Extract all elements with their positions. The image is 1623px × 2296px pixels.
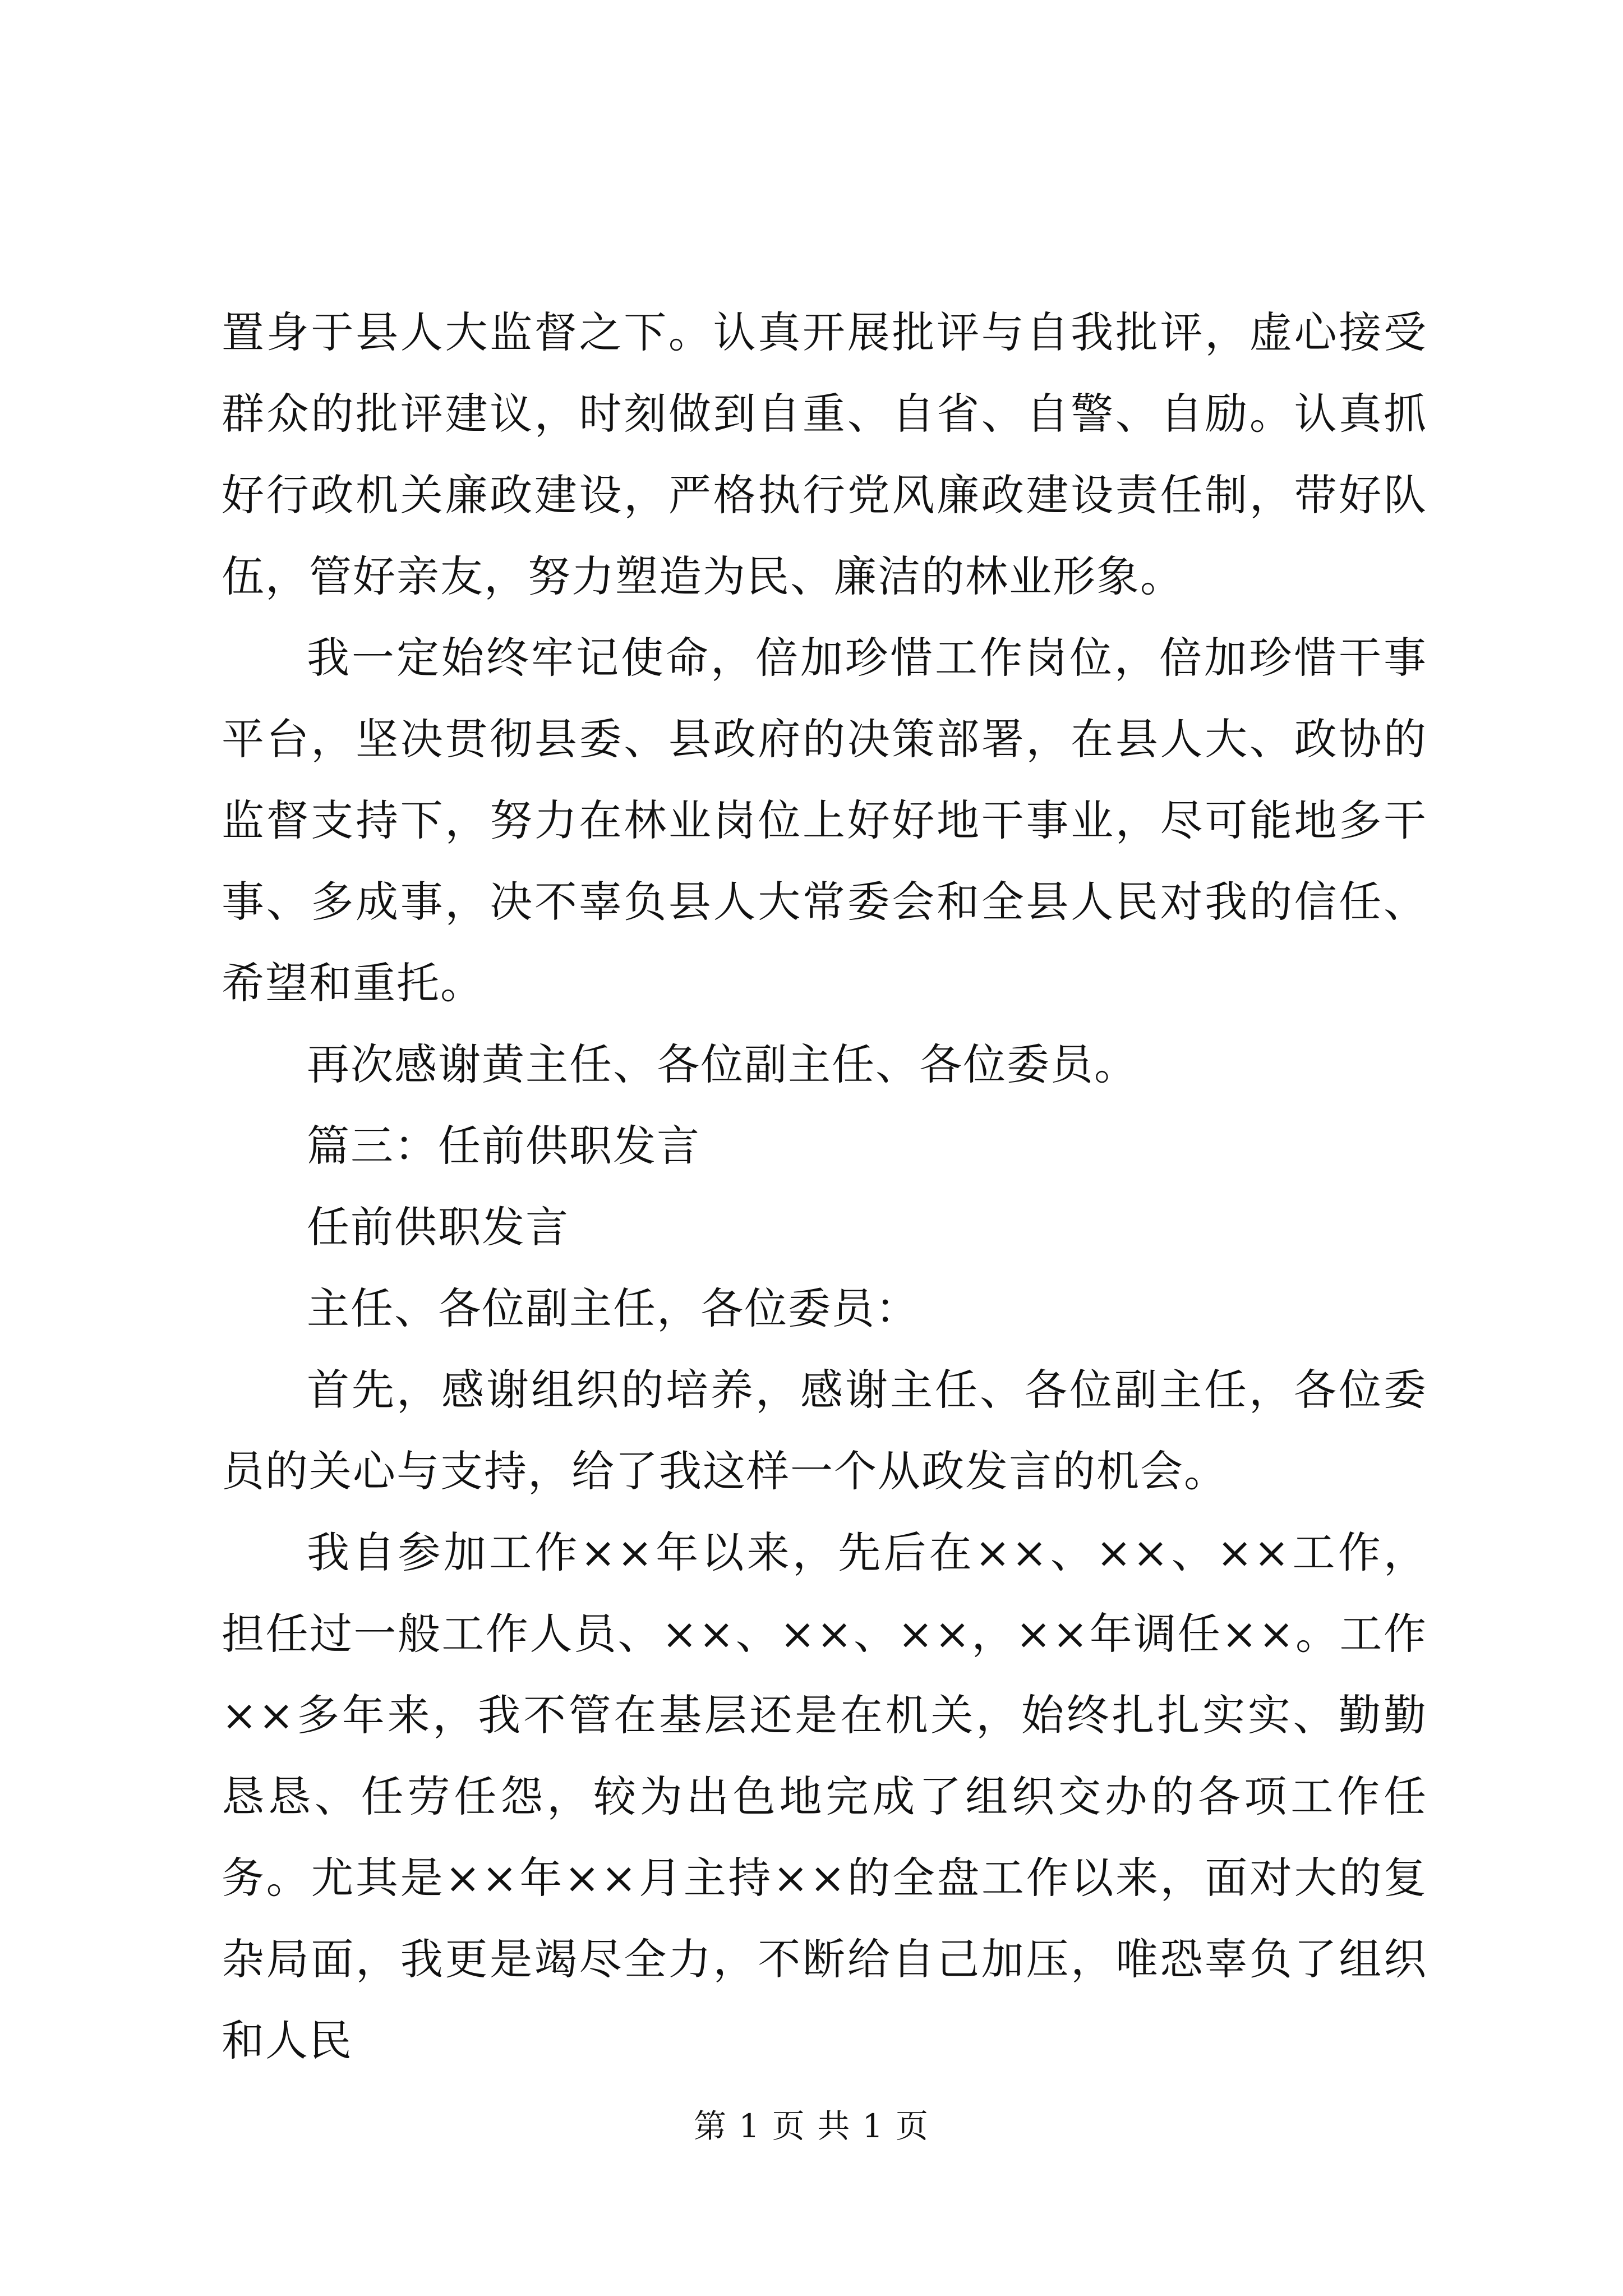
page-footer: 第 1 页 共 1 页 [694,2107,929,2145]
section-heading: 篇三：任前供职发言 [307,1121,700,1171]
paragraph-7: 首先，感谢组织的培养，感谢主任、各位副主任，各位委员的关心与支持，给了我这样一个从政发言的机会。 [222,1365,1427,1496]
paragraph-1: 置身于县人大监督之下。认真开展批评与自我批评，虚心接受群众的批评建议，时刻做到自重、自省、自警、自励。认真抓好行政机关廉政建设，严格执行党风廉政建设责任制，带好队伍，管好亲友，努力塑造为民、廉洁的林业形象。 [222,307,1427,601]
paragraph-2: 我一定始终牢记使命，倍加珍惜工作岗位，倍加珍惜干事平台，坚决贯彻县委、县政府的决策部署，在县人大、政协的监督支持下，努力在林业岗位上好好地干事业，尽可能地多干事、多成事，决不辜负县人大常委会和全县人民对我的信任、希望和重托。 [222,633,1427,1008]
salutation: 主任、各位副主任，各位委员： [307,1283,919,1333]
paragraph-8: 我自参加工作××年以来，先后在××、××、××工作，担任过一般工作人员、××、××、××，××年调任××。工作××多年来，我不管在基层还是在机关，始终扎扎实实、勤勤恳恳、任劳任怨，较为出色地完成了组织交办的各项工作任务。尤其是××年××月主持××的全盘工作以来，面对大的复杂局面，我更是竭尽全力，不断给自己加压，唯恐辜负了组织和人民 [222,1527,1427,2065]
speech-title: 任前供职发言 [307,1202,569,1252]
paragraph-3: 再次感谢黄主任、各位副主任、各位委员。 [307,1039,1138,1089]
document-body [222,292,1427,2081]
